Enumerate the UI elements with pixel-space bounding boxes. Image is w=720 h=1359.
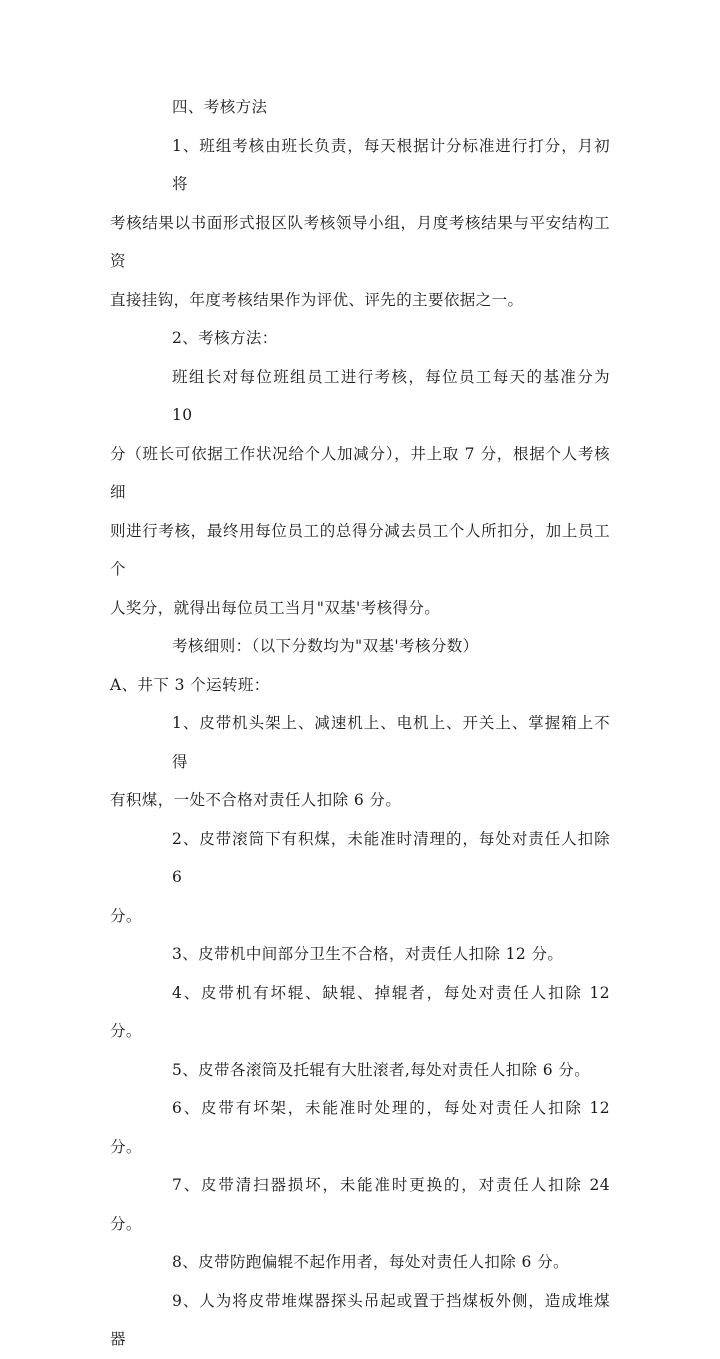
paragraph-3 bbox=[110, 358, 610, 628]
paragraph-line: 1、皮带机头架上、减速机上、电机上、开关上、掌握箱上不得 bbox=[172, 714, 610, 771]
paragraph-line: 2、皮带滚筒下有积煤，未能准时清理的，每处对责任人扣除 6 bbox=[172, 829, 610, 886]
paragraph-line: 1、班组考核由班长负责，每天根据计分标准进行打分，月初将 bbox=[172, 136, 610, 193]
paragraph-line: 则进行考核，最终用每位员工的总得分减去员工个人所扣分，加上员工个 bbox=[110, 521, 610, 578]
paragraph-line: 考核结果以书面形式报区队考核领导小组，月度考核结果与平安结构工资 bbox=[110, 213, 610, 270]
list-item-1 bbox=[110, 704, 610, 820]
paragraph-5: A、井下 3 个运转班： bbox=[110, 675, 270, 694]
paragraph-line: 班组长对每位班组员工进行考核，每位员工每天的基准分为 10 bbox=[172, 367, 610, 424]
paragraph-line: 直接挂钩，年度考核结果作为评优、评先的主要依据之一。 bbox=[110, 290, 524, 309]
paragraph-line: 分（班长可依据工作状况给个人加减分），井上取 7 分，根据个人考核细 bbox=[110, 444, 610, 501]
paragraph-line: 人奖分，就得出每位员工当月"双基'考核得分。 bbox=[110, 598, 441, 617]
list-item-6: 6、皮带有坏架，未能准时处理的，每处对责任人扣除 12 分。 bbox=[110, 1099, 610, 1156]
list-item-9: 9、人为将皮带堆煤器探头吊起或置于挡煤板外侧，造成堆煤器 bbox=[110, 1291, 610, 1348]
paragraph-4: 考核细则：（以下分数均为"双基'考核分数） bbox=[172, 637, 479, 655]
list-item-4: 4、皮带机有坏辊、缺辊、掉辊者，每处对责任人扣除 12 分。 bbox=[110, 983, 610, 1040]
list-item-3: 3、皮带机中间部分卫生不合格，对责任人扣除 12 分。 bbox=[172, 945, 564, 963]
document-page bbox=[110, 88, 610, 1359]
list-item-5: 5、皮带各滚筒及托辊有大肚滚者,每处对责任人扣除 6 分。 bbox=[172, 1060, 591, 1079]
paragraph-line: 有积煤，一处不合格对责任人扣除 6 分。 bbox=[110, 791, 402, 809]
list-item-8: 8、皮带防跑偏辊不起作用者，每处对责任人扣除 6 分。 bbox=[172, 1253, 569, 1271]
paragraph-2: 2、考核方法： bbox=[172, 329, 278, 347]
paragraph-1 bbox=[110, 127, 610, 320]
list-item-7: 7、皮带清扫器损坏，未能准时更换的，对责任人扣除 24 分。 bbox=[110, 1176, 610, 1233]
list-item-2 bbox=[110, 820, 610, 936]
section-heading: 四、考核方法 bbox=[172, 98, 268, 116]
paragraph-line: 分。 bbox=[110, 906, 142, 925]
